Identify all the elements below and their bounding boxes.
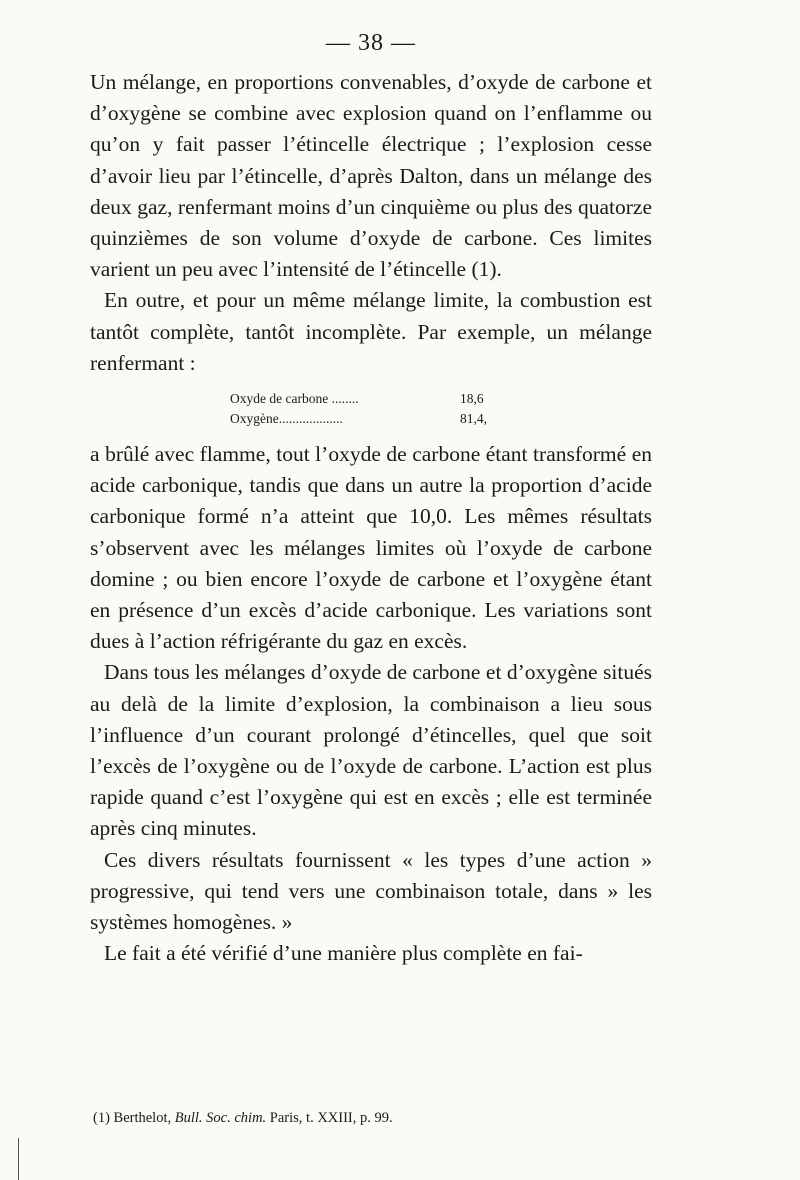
table-row <box>230 389 500 409</box>
footnote-journal: Bull. Soc. chim. <box>174 1110 267 1126</box>
page-number: — 38 — <box>326 30 416 56</box>
paragraph-4: Dans tous les mélanges d’oxyde de carbone et d’oxygène situés au delà de la limite d’explosion, la combinaison a lieu sous l’influence d’un courant prolongé d’étincelles, quel que soit l’excès de l’oxygène ou de l’oxyde de carbone. L’action est plus rapide quand c’est l’oxygène qui est en excès ; elle est terminée après cinq minutes. <box>90 660 652 841</box>
mixture-table <box>230 389 500 429</box>
paragraph-6: Le fait a été vérifié d’une manière plus complète en fai- <box>104 941 583 966</box>
footnote <box>93 1110 393 1127</box>
table-row-value: 81,4, <box>460 411 487 427</box>
paragraph-5: Ces divers résultats fournissent « les types d’une action » progressive, qui tend vers une combinaison totale, dans » les systèmes homogènes. » <box>90 847 652 935</box>
table-row-value: 18,6 <box>460 391 484 407</box>
margin-line <box>18 1138 19 1180</box>
paragraph-2: En outre, et pour un même mélange limite, la combustion est tantôt complète, tantôt incomplète. Par exemple, un mélange renfermant : <box>90 288 652 375</box>
table-row-label: Oxyde de carbone ........ <box>230 391 359 407</box>
paragraph-3: a brûlé avec flamme, tout l’oxyde de carbone étant transformé en acide carbonique, tandis que dans un autre la proportion d’acide carbonique formé n’a atteint que 10,0. Les mêmes résultats s’observent avec les mélanges limites où l’oxyde de carbone domine ; ou bien encore l’oxyde de carbone et l’oxygène étant en présence d’un excès d’acide carbonique. Les variations sont dues à l’action réfrigérante du gaz en excès. <box>90 442 652 654</box>
paragraph-1: Un mélange, en proportions convenables, d’oxyde de carbone et d’oxygène se combine avec explosion quand on l’enflamme ou qu’on y fait passer l’étincelle électrique ; l’explosion cesse d’avoir lieu par l’étincelle, d’après Dalton, dans un mélange des deux gaz, renfermant moins d’un cinquième ou plus des quatorze quinzièmes de son volume d’oxyde de carbone. Ces limites varient un peu avec l’intensité de l’étincelle (1). <box>90 70 652 282</box>
table-row-label: Oxygène................... <box>230 411 343 427</box>
footnote-suffix: Paris, t. XXIII, p. 99. <box>266 1110 393 1126</box>
page-body <box>90 30 652 969</box>
footnote-prefix: (1) Berthelot, <box>93 1110 175 1126</box>
table-row <box>230 409 500 429</box>
